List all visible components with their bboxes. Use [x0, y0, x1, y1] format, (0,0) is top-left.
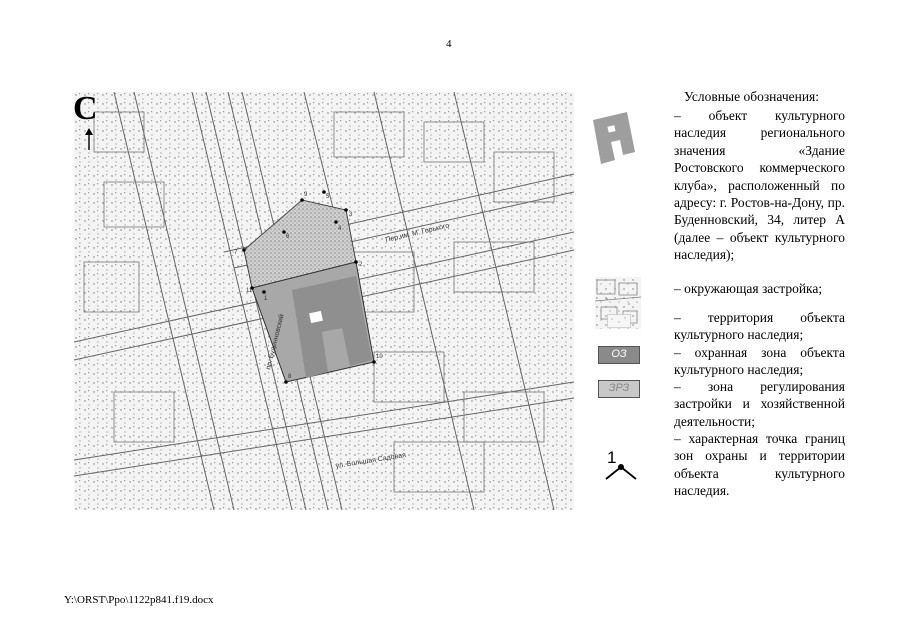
legend-title: Условные обозначения:	[684, 89, 820, 104]
boundary-point-label: 1	[607, 448, 617, 467]
regulation-zone-icon	[598, 380, 640, 398]
point-label: 6	[286, 234, 290, 240]
point-label: 3	[349, 212, 353, 218]
north-letter: С	[73, 90, 98, 127]
legend-item-heritage-object: – объект культурного наследия регионального значения «Здание Ростовского коммерческого клуба», расположенный по адресу: г. Ростов-на-Дону, пр. Буденновский, 34, литер А (далее – объект культурного наследия);	[674, 108, 845, 263]
regulation-zone-label: ЗРЗ	[608, 382, 630, 394]
point-label: 7	[234, 250, 238, 256]
legend-item-regulation-zone: – зона регулирования застройки и хозяйственной деятельности;	[674, 379, 845, 429]
protection-zone-icon	[598, 346, 640, 364]
point-label: 1	[264, 296, 268, 302]
point-label: 8	[288, 374, 292, 380]
street-label-gorky: Пер.им. М. Горького	[384, 222, 450, 244]
street-label-sadovaya: ул. Большая Садовая	[335, 451, 407, 470]
protection-zone-label: ОЗ	[611, 348, 627, 360]
street-label-budennovsky: пр. Буденновский	[265, 313, 286, 371]
point-label: 11	[246, 288, 253, 294]
footer-file-path: Y:\ORST\Ppo\1122p841.f19.docx	[64, 594, 214, 606]
north-arrow-icon	[84, 128, 94, 150]
page-number: 4	[446, 38, 452, 50]
heritage-territory-icon	[607, 314, 631, 328]
point-label: 10	[376, 354, 383, 360]
heritage-object-icon	[591, 112, 637, 164]
legend-item-surrounding-buildings: – окружающая застройка;	[674, 281, 823, 296]
legend-item-heritage-territory: – территория объекта культурного наследия;	[674, 310, 845, 343]
legend-item-boundary-point: – характерная точка границ зон охраны и территории объекта культурного наследия.	[674, 431, 845, 499]
point-label: 5	[326, 194, 330, 200]
boundary-point-icon	[604, 455, 638, 481]
legend-item-protection-zone: – охранная зона объекта культурного наследия;	[674, 345, 845, 378]
point-label: 4	[338, 226, 342, 232]
point-label: 9	[304, 192, 308, 198]
point-label: 2	[359, 262, 363, 268]
cadastral-map	[74, 92, 574, 510]
